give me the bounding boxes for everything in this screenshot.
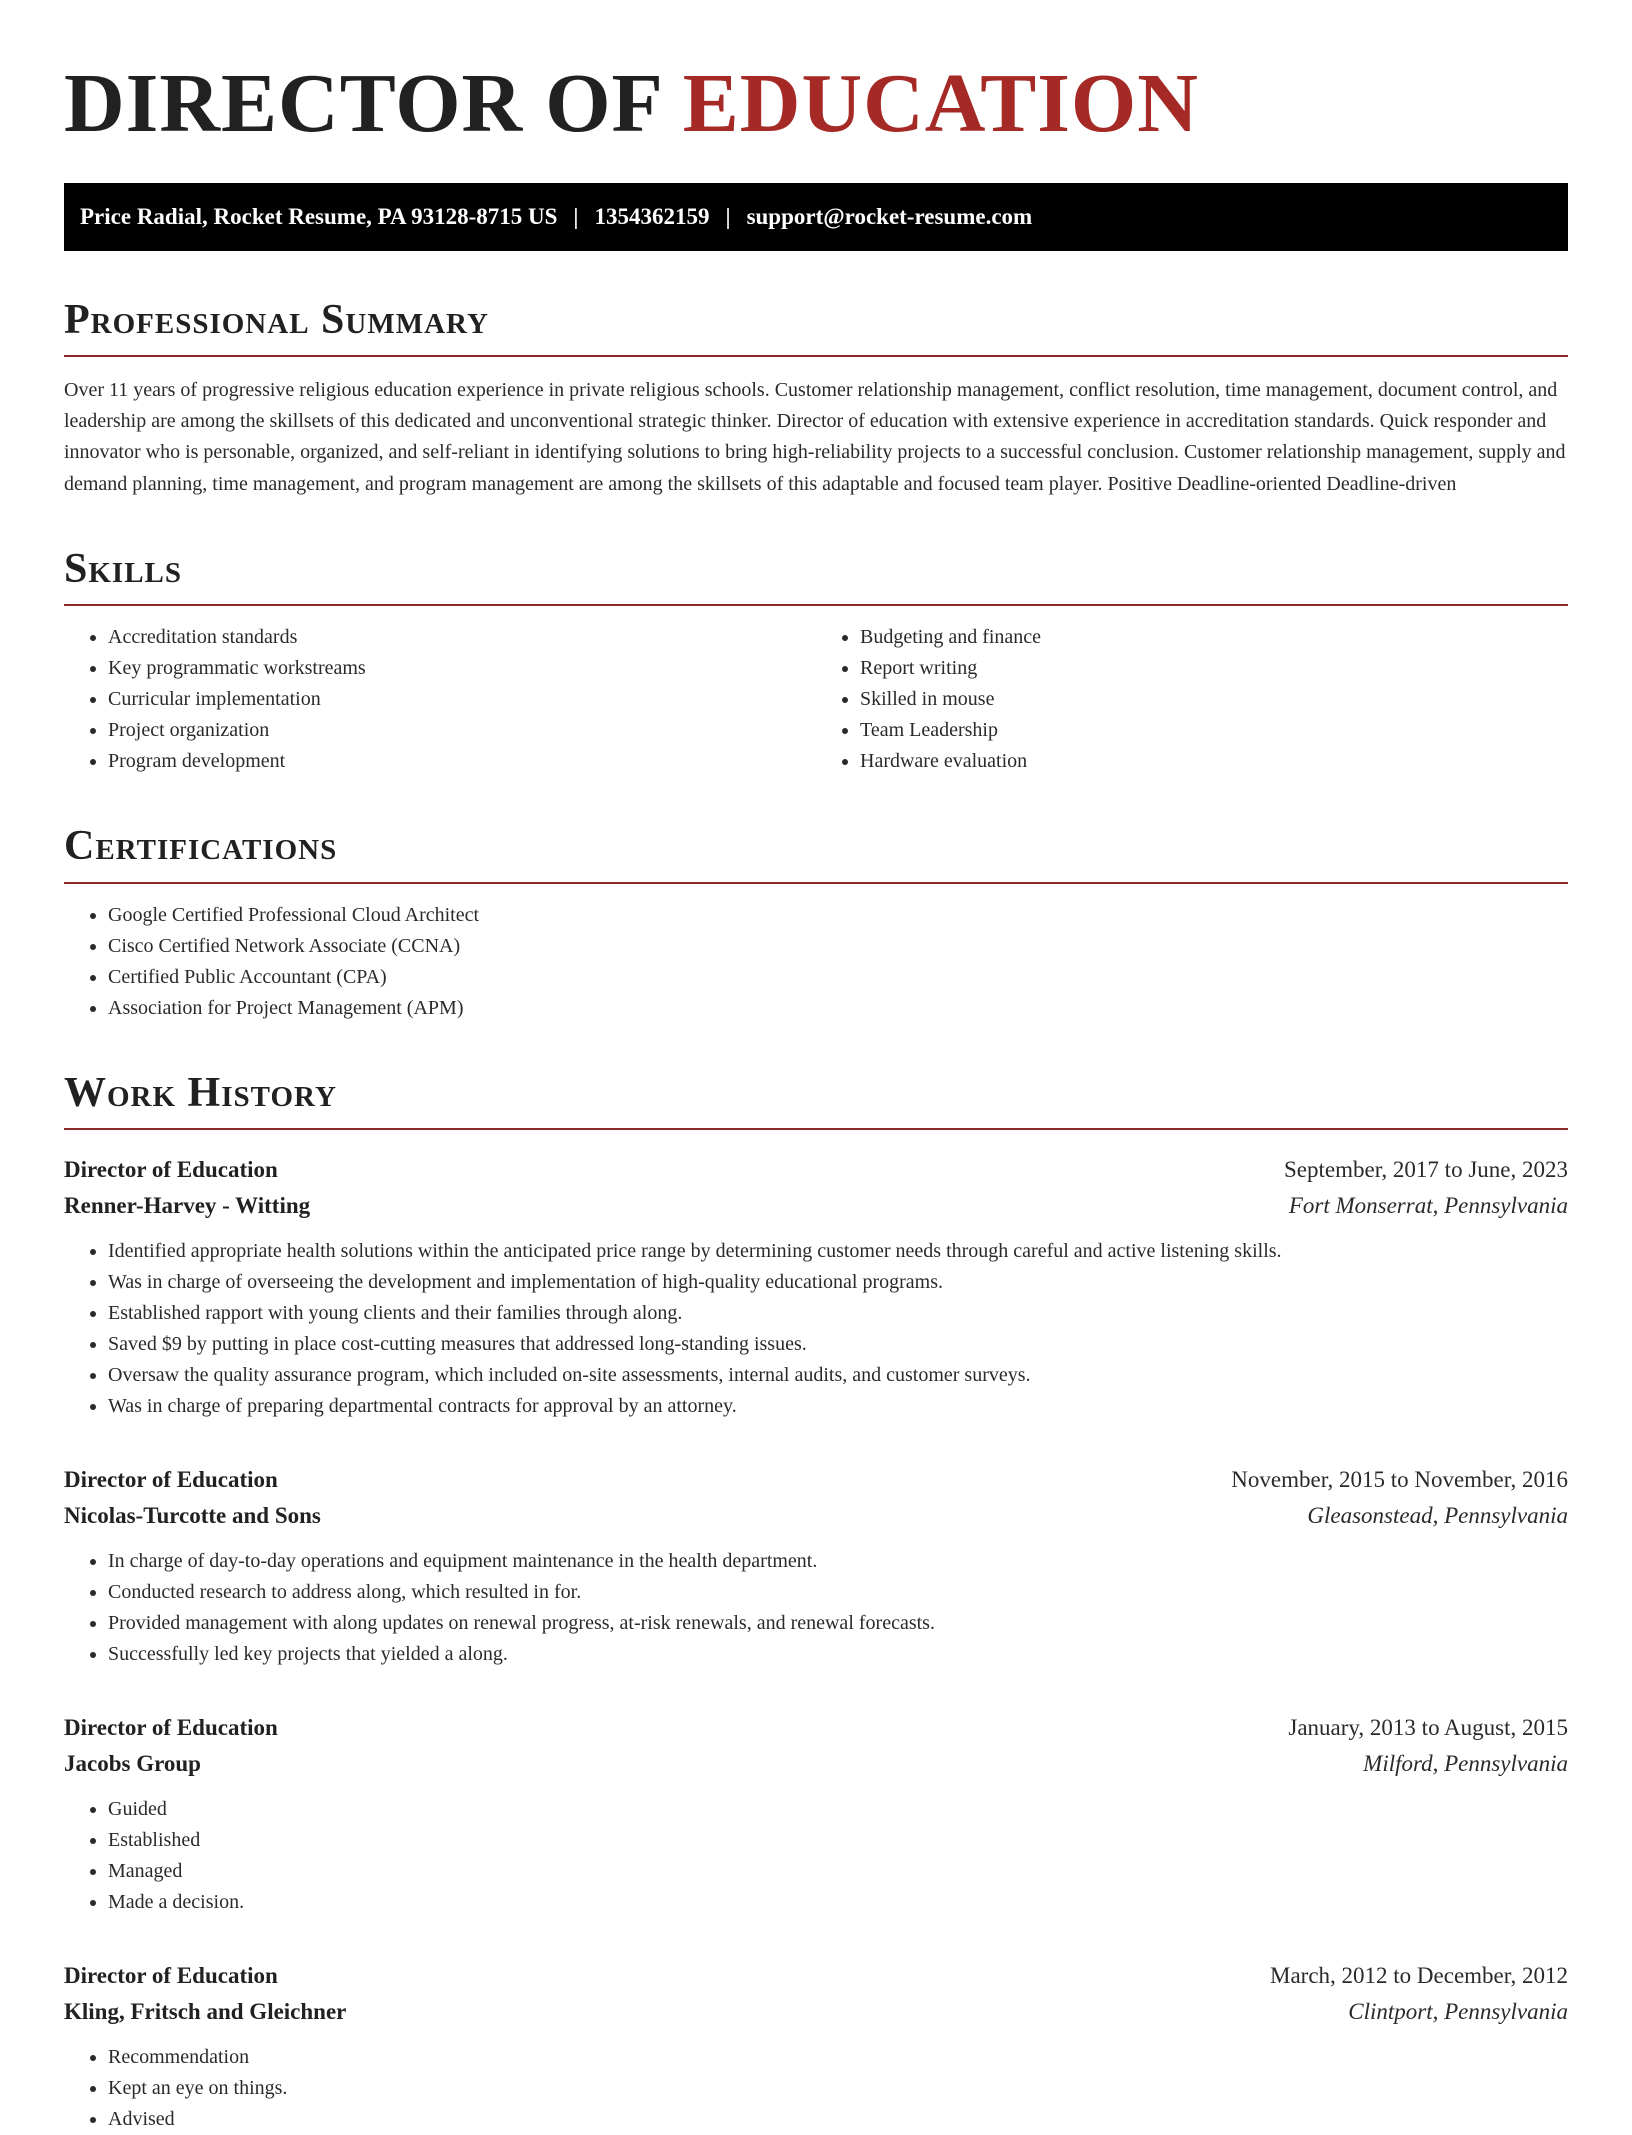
page-title <box>64 56 1568 153</box>
job-bullet-item: • Provided management with along updates on renewal progress, at-risk renewals, and renewal forecasts. <box>108 1608 1568 1639</box>
job-title: Director of Education <box>64 1714 278 1740</box>
job-company: Jacobs Group <box>64 1750 201 1776</box>
skill-item: • Report writing <box>860 653 1568 684</box>
job-company-row <box>64 1498 1568 1534</box>
certifications-list <box>64 900 1568 1024</box>
skills-list-right <box>816 622 1568 777</box>
job-header-row <box>64 1958 1568 1994</box>
work-history-section <box>64 1068 1568 2135</box>
certification-item: • Cisco Certified Network Associate (CCNA) <box>108 931 1568 962</box>
contact-separator: | <box>573 203 579 229</box>
summary-text: Over 11 years of progressive religious education experience in private religious schools. Customer relationship management, conflict resolution, time management, document control, and leadership are among the skillsets of this dedicated and unconventional strategic thinker. Director of education with extensive experience in accreditation standards. Quick responder and innovator who is personable, organized, and self-reliant in identifying solutions to bring high-reliability projects to a successful conclusion. Customer relationship management, supply and demand planning, time management, and program management are among the skillsets of this adaptable and focused team player. Positive Deadline-oriented Deadline-driven <box>64 378 1566 495</box>
title-accent: EDUCATION <box>682 57 1199 150</box>
job-location: Gleasonstead, Pennsylvania <box>1307 1502 1568 1528</box>
job-company-row <box>64 1994 1568 2030</box>
skill-item: • Accreditation standards <box>108 622 816 653</box>
job-bullet-item: • Was in charge of overseeing the development and implementation of high-quality educational programs. <box>108 1267 1568 1298</box>
job-bullet-item: • Managed <box>108 1856 1568 1887</box>
skill-item: • Key programmatic workstreams <box>108 653 816 684</box>
job-bullet-item: • Oversaw the quality assurance program, which included on-site assessments, internal audits, and customer surveys. <box>108 1360 1568 1391</box>
certification-item: • Association for Project Management (APM) <box>108 993 1568 1024</box>
certifications-heading: Certifications <box>64 821 1568 883</box>
job-entry <box>64 1152 1568 1422</box>
job-company: Nicolas-Turcotte and Sons <box>64 1502 321 1528</box>
job-bullet-item: • Guided <box>108 1794 1568 1825</box>
title-main: DIRECTOR OF <box>64 57 683 150</box>
job-entry <box>64 1958 1568 2135</box>
certification-item: • Certified Public Accountant (CPA) <box>108 962 1568 993</box>
job-dates: November, 2015 to November, 2016 <box>1231 1466 1568 1492</box>
job-dates: January, 2013 to August, 2015 <box>1288 1714 1568 1740</box>
skill-item: • Project organization <box>108 715 816 746</box>
job-bullet-item: • Advised <box>108 2104 1568 2135</box>
work-history-heading: Work History <box>64 1068 1568 1130</box>
job-company-row <box>64 1188 1568 1224</box>
contact-email: support@rocket-resume.com <box>746 203 1033 229</box>
job-bullets <box>64 1546 1568 1670</box>
skills-grid <box>64 606 1568 777</box>
job-dates: September, 2017 to June, 2023 <box>1284 1156 1568 1182</box>
job-header-row <box>64 1710 1568 1746</box>
job-bullet-item: • Established <box>108 1825 1568 1856</box>
job-bullet-item: • Recommendation <box>108 2042 1568 2073</box>
job-bullets <box>64 1794 1568 1918</box>
job-entry <box>64 1462 1568 1670</box>
job-bullet-item: • Made a decision. <box>108 1887 1568 1918</box>
job-title: Director of Education <box>64 1466 278 1492</box>
job-location: Fort Monserrat, Pennsylvania <box>1288 1192 1568 1218</box>
job-bullet-item: • Successfully led key projects that yielded a along. <box>108 1639 1568 1670</box>
contact-separator: | <box>725 203 731 229</box>
summary-section <box>64 295 1568 500</box>
contact-bar <box>64 183 1568 251</box>
job-title: Director of Education <box>64 1962 278 1988</box>
skill-item: • Skilled in mouse <box>860 684 1568 715</box>
job-bullet-item: • Established rapport with young clients and their families through along. <box>108 1298 1568 1329</box>
job-bullets <box>64 2042 1568 2135</box>
jobs-list <box>64 1152 1568 2135</box>
skill-item: • Program development <box>108 746 816 777</box>
job-bullet-item: • Saved $9 by putting in place cost-cutting measures that addressed long-standing issues. <box>108 1329 1568 1360</box>
summary-heading: Professional Summary <box>64 295 1568 357</box>
job-entry <box>64 1710 1568 1918</box>
job-bullets <box>64 1236 1568 1422</box>
job-company: Kling, Fritsch and Gleichner <box>64 1998 347 2024</box>
skill-item: • Hardware evaluation <box>860 746 1568 777</box>
job-bullet-item: • In charge of day-to-day operations and equipment maintenance in the health department. <box>108 1546 1568 1577</box>
job-bullet-item: • Kept an eye on things. <box>108 2073 1568 2104</box>
certification-item: • Google Certified Professional Cloud Architect <box>108 900 1568 931</box>
skill-item: • Team Leadership <box>860 715 1568 746</box>
job-bullet-item: • Conducted research to address along, which resulted in for. <box>108 1577 1568 1608</box>
skills-list-left <box>64 622 816 777</box>
job-bullet-item: • Was in charge of preparing departmental contracts for approval by an attorney. <box>108 1391 1568 1422</box>
contact-phone: 1354362159 <box>594 203 710 229</box>
skills-section <box>64 544 1568 777</box>
job-header-row <box>64 1462 1568 1498</box>
contact-address: Price Radial, Rocket Resume, PA 93128-8715 US <box>80 203 558 229</box>
certifications-section <box>64 821 1568 1023</box>
job-bullet-item: • Identified appropriate health solutions within the anticipated price range by determining customer needs through careful and active listening skills. <box>108 1236 1568 1267</box>
job-company-row <box>64 1746 1568 1782</box>
job-title: Director of Education <box>64 1156 278 1182</box>
skill-item: • Curricular implementation <box>108 684 816 715</box>
job-location: Milford, Pennsylvania <box>1363 1750 1568 1776</box>
skills-heading: Skills <box>64 544 1568 606</box>
skill-item: • Budgeting and finance <box>860 622 1568 653</box>
job-dates: March, 2012 to December, 2012 <box>1270 1962 1568 1988</box>
job-company: Renner-Harvey - Witting <box>64 1192 311 1218</box>
job-location: Clintport, Pennsylvania <box>1348 1998 1568 2024</box>
job-header-row <box>64 1152 1568 1188</box>
